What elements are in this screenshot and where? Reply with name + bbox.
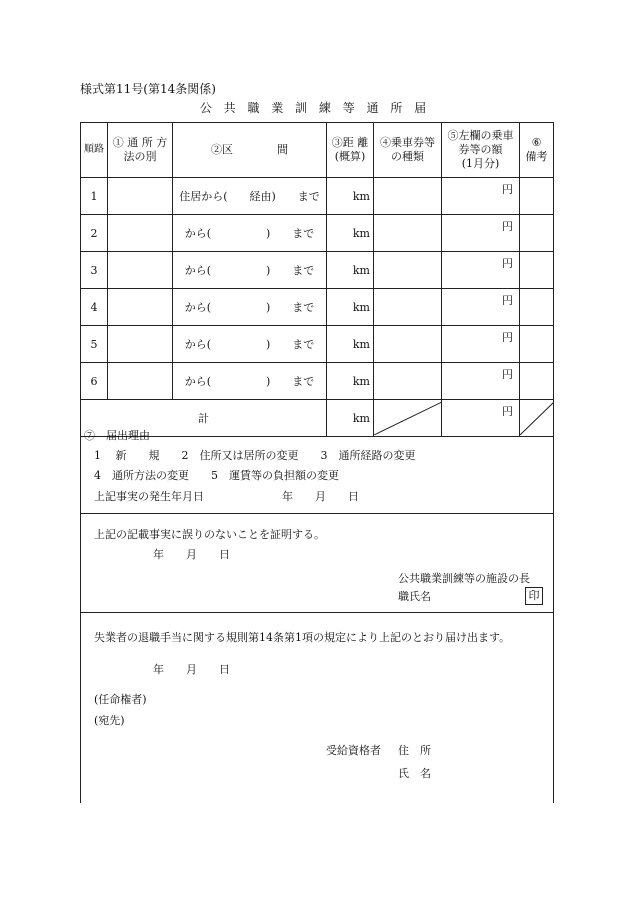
reason-options-line1[interactable]: 1 新 規 2 住所又は居所の変更 3 通所経路の変更 [94,449,416,462]
method-cell[interactable] [108,178,173,215]
ticket-type-cell[interactable] [374,326,442,363]
section-cell[interactable]: から( ) まで [173,252,327,289]
total-ticket-type-void [374,400,442,437]
header-section: ②区 間 [173,123,327,178]
header-ticket-type: ④乗車券等 の種類 [374,123,442,178]
seal-mark: 印 [525,587,543,605]
header-order: 順路 [81,123,108,178]
remarks-cell[interactable] [520,252,554,289]
reason-options-line2[interactable]: 4 通所方法の変更 5 運賃等の負担額の変更 [94,469,339,482]
ticket-amount-cell[interactable]: 円 [442,178,520,215]
applicant-address-label[interactable]: 住 所 [398,744,431,757]
ticket-amount-cell[interactable]: 円 [442,289,520,326]
header-remarks: ⑥ 備考 [520,123,554,178]
section-cell[interactable]: 住居から( 経由) まで [173,178,327,215]
section-divider [80,612,553,613]
row-number: 3 [81,252,108,289]
row-number: 4 [81,289,108,326]
remarks-cell[interactable] [520,363,554,400]
ticket-type-cell[interactable] [374,215,442,252]
form-title: 公 共 職 業 訓 練 等 通 所 届 [199,101,431,115]
ticket-type-cell[interactable] [374,252,442,289]
table-row [81,252,554,289]
method-cell[interactable] [108,215,173,252]
route-table [80,122,554,437]
officer-name-label[interactable]: 職氏名 [398,590,431,603]
total-remarks-void [520,400,554,437]
section-cell[interactable]: から( ) まで [173,215,327,252]
row-number: 2 [81,215,108,252]
form-number: 様式第11号(第14条関係) [80,82,216,96]
reason-heading: ⑦ 届出理由 [84,429,150,442]
ticket-amount-cell[interactable]: 円 [442,363,520,400]
header-ticket-amount: ⑤左欄の乗車 券等の額 (1月分) [442,123,520,178]
method-cell[interactable] [108,289,173,326]
occurrence-date-label: 上記事実の発生年月日 [94,490,204,503]
row-number: 5 [81,326,108,363]
total-label: 計 [81,400,327,437]
table-header-row [81,123,554,178]
notification-date-fields[interactable]: 年 月 日 [153,663,230,676]
section-divider [80,513,553,514]
ticket-amount-cell[interactable]: 円 [442,252,520,289]
table-row [81,215,554,252]
distance-cell[interactable]: km [327,252,374,289]
ticket-type-cell[interactable] [374,289,442,326]
table-row [81,289,554,326]
ticket-type-cell[interactable] [374,363,442,400]
table-row [81,178,554,215]
method-cell[interactable] [108,326,173,363]
distance-cell[interactable]: km [327,363,374,400]
total-row [81,400,554,437]
applicant-label: 受給資格者 [326,744,381,757]
table-row [81,326,554,363]
ticket-amount-cell[interactable]: 円 [442,326,520,363]
distance-cell[interactable]: km [327,326,374,363]
method-cell[interactable] [108,252,173,289]
row-number: 1 [81,178,108,215]
row-number: 6 [81,363,108,400]
header-method: ① 通 所 方 法の別 [108,123,173,178]
distance-cell[interactable]: km [327,178,374,215]
addressee-label: (宛先) [94,714,125,727]
facility-head-label: 公共職業訓練等の施設の長 [398,572,530,585]
remarks-cell[interactable] [520,178,554,215]
method-cell[interactable] [108,363,173,400]
total-amount-cell[interactable]: 円 [442,400,520,437]
certification-statement: 上記の記載事実に誤りのないことを証明する。 [94,528,325,541]
distance-cell[interactable]: km [327,289,374,326]
ticket-amount-cell[interactable]: 円 [442,215,520,252]
notification-statement: 失業者の退職手当に関する規則第14条第1項の規定により上記のとおり届け出ます。 [94,631,511,644]
applicant-name-label[interactable]: 氏 名 [398,767,431,780]
remarks-cell[interactable] [520,215,554,252]
section-cell[interactable]: から( ) まで [173,289,327,326]
occurrence-date-fields[interactable]: 年 月 日 [282,490,359,503]
section-cell[interactable]: から( ) まで [173,363,327,400]
distance-cell[interactable]: km [327,215,374,252]
appointer-label: (任命権者) [94,693,147,706]
total-distance-cell[interactable]: km [327,400,374,437]
ticket-type-cell[interactable] [374,178,442,215]
remarks-cell[interactable] [520,289,554,326]
section-cell[interactable]: から( ) まで [173,326,327,363]
table-row [81,363,554,400]
certification-date-fields[interactable]: 年 月 日 [153,548,230,561]
header-distance: ③距 離 (概算) [327,123,374,178]
remarks-cell[interactable] [520,326,554,363]
